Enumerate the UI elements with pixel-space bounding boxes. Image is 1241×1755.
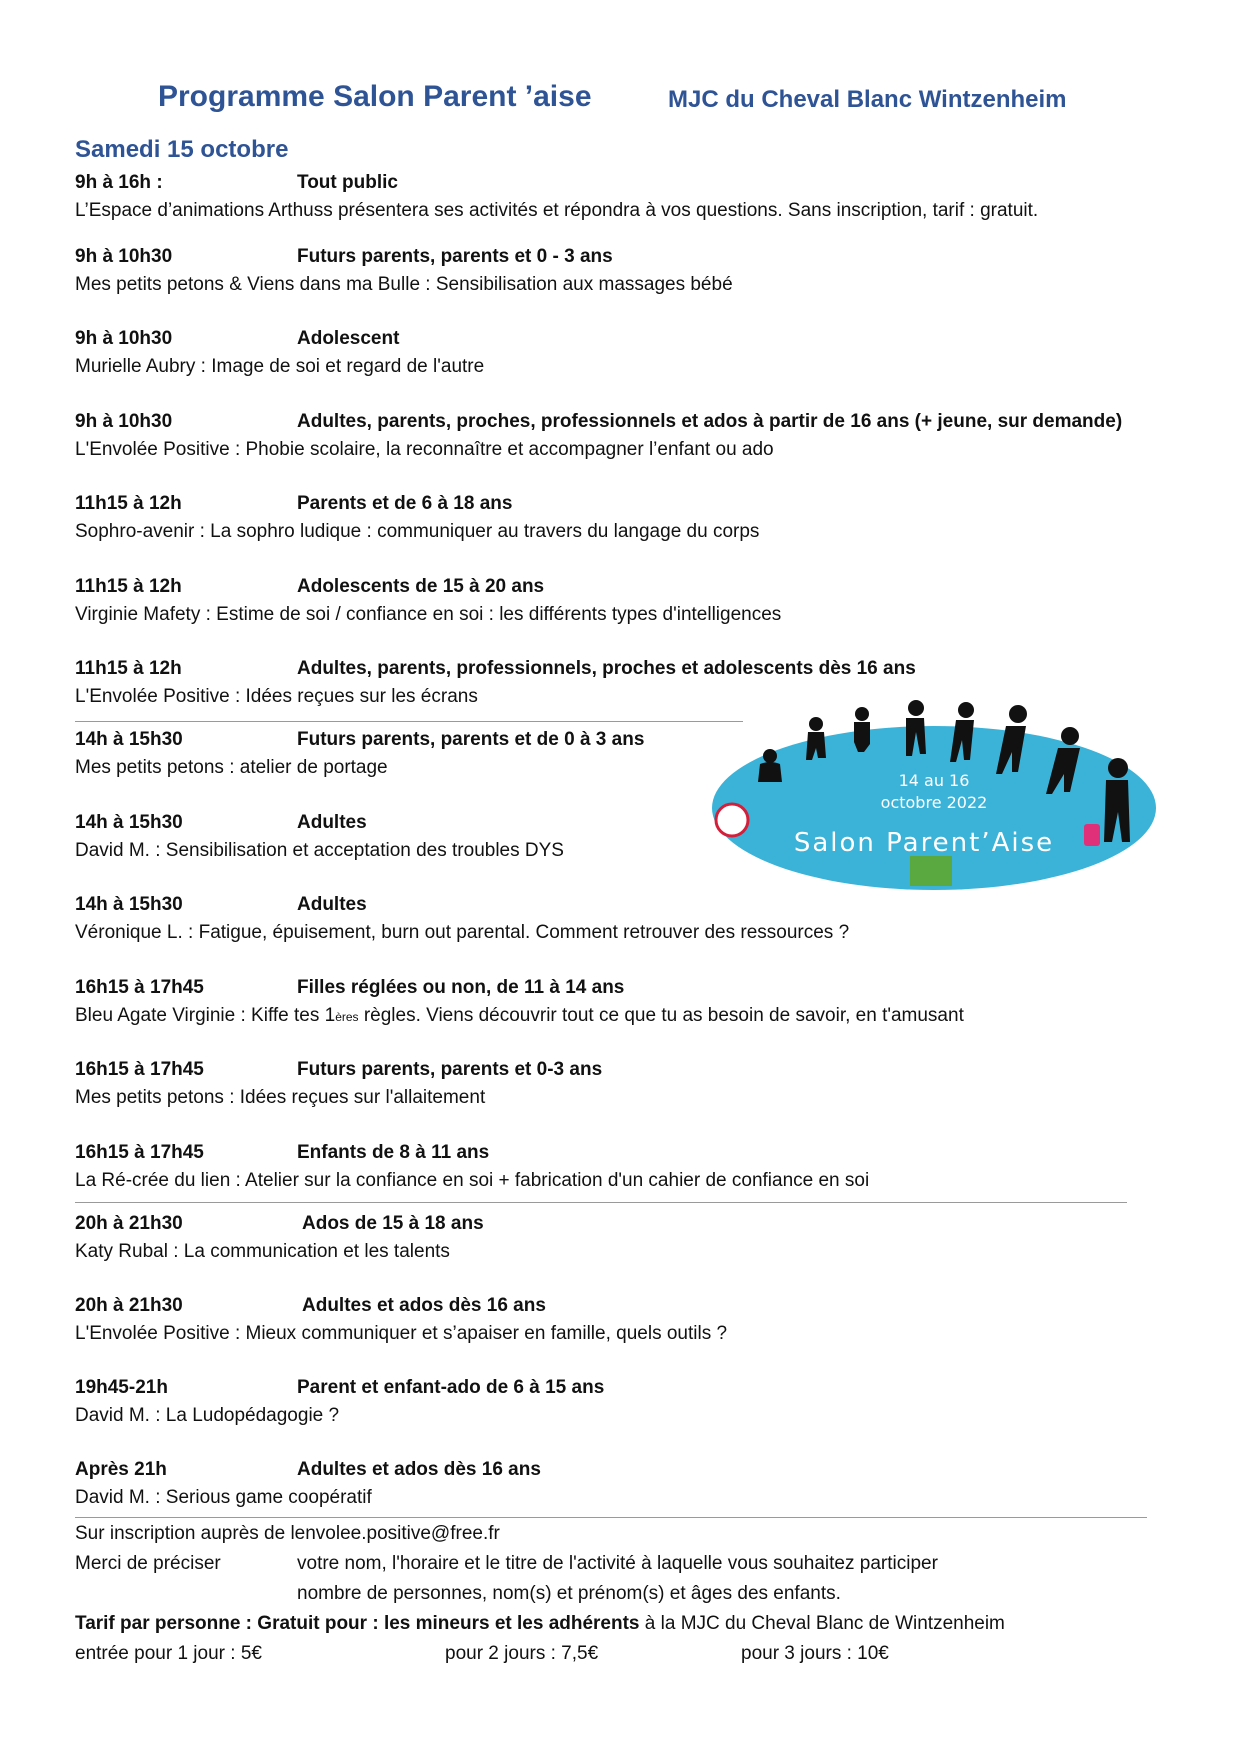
entry-audience: Filles réglées ou non, de 11 à 14 ans xyxy=(297,977,625,998)
entry-description: David M. : La Ludopédagogie ? xyxy=(75,1405,340,1426)
entry-audience: Adolescent xyxy=(297,328,400,349)
entry-description: Sophro-avenir : La sophro ludique : communiquer au travers du langage du corps xyxy=(75,521,760,542)
schedule-entry xyxy=(75,1459,1195,1515)
merci-details: nombre de personnes, nom(s) et prénom(s) et âges des enfants. xyxy=(297,1583,841,1604)
entry-audience: Adultes xyxy=(297,812,367,833)
entry-audience: Adolescents de 15 à 20 ans xyxy=(297,576,545,597)
entry-audience: Tout public xyxy=(297,172,398,193)
schedule-entry xyxy=(75,977,1195,1033)
schedule-entry xyxy=(75,411,1195,467)
price-3-days: pour 3 jours : 10€ xyxy=(741,1643,889,1664)
entry-audience: Adultes et ados dès 16 ans xyxy=(302,1295,546,1316)
entry-audience: Ados de 15 à 18 ans xyxy=(302,1213,484,1234)
poster-date xyxy=(874,770,994,814)
entry-time: 14h à 15h30 xyxy=(75,812,183,833)
venue-title: MJC du Cheval Blanc Wintzenheim xyxy=(668,86,1067,113)
schedule-entry xyxy=(75,894,1195,950)
entry-description-text: Bleu Agate Virginie : Kiffe tes 1 xyxy=(75,1005,336,1026)
divider xyxy=(75,1517,1147,1518)
entry-description: Mes petits petons : atelier de portage xyxy=(75,757,388,778)
entry-audience: Futurs parents, parents et 0-3 ans xyxy=(297,1059,603,1080)
tarif-line xyxy=(75,1613,1005,1635)
schedule-entry xyxy=(75,1295,1195,1351)
tarif-rest: à la MJC du Cheval Blanc de Wintzenheim xyxy=(639,1613,1005,1634)
entry-time: 11h15 à 12h xyxy=(75,493,182,514)
entry-time: 16h15 à 17h45 xyxy=(75,1059,204,1080)
entry-description: L'Envolée Positive : Mieux communiquer et s’apaiser en famille, quels outils ? xyxy=(75,1323,728,1344)
entry-description: Mes petits petons : Idées reçues sur l'allaitement xyxy=(75,1087,486,1108)
entry-time: 11h15 à 12h xyxy=(75,576,182,597)
entry-audience: Adultes, parents, professionnels, proches et adolescents dès 16 ans xyxy=(297,658,916,679)
entry-description-text: règles. Viens découvrir tout ce que tu as besoin de savoir, en t'amusant xyxy=(358,1005,964,1026)
entry-time: 9h à 10h30 xyxy=(75,411,173,432)
entry-audience: Adultes, parents, proches, professionnels et ados à partir de 16 ans (+ jeune, sur demande) xyxy=(297,411,1123,432)
schedule-entry xyxy=(75,172,1195,228)
entry-time: Après 21h xyxy=(75,1459,167,1480)
inscription-note: Sur inscription auprès de lenvolee.positive@free.fr xyxy=(75,1523,500,1544)
entry-time: 11h15 à 12h xyxy=(75,658,182,679)
entry-time: 16h15 à 17h45 xyxy=(75,1142,204,1163)
entry-audience: Adultes et ados dès 16 ans xyxy=(297,1459,541,1480)
entry-description: L'Envolée Positive : Phobie scolaire, la reconnaître et accompagner l’enfant ou ado xyxy=(75,439,774,460)
merci-label: Merci de préciser xyxy=(75,1553,221,1574)
entry-description: David M. : Serious game coopératif xyxy=(75,1487,372,1508)
schedule-entry xyxy=(75,246,1195,302)
schedule-entry xyxy=(75,1142,1195,1198)
schedule-entry xyxy=(75,1213,1195,1269)
entry-audience: Futurs parents, parents et de 0 à 3 ans xyxy=(297,729,645,750)
entry-time: 9h à 10h30 xyxy=(75,246,173,267)
schedule-entry xyxy=(75,328,1195,384)
entry-time: 19h45-21h xyxy=(75,1377,168,1398)
entry-description: Mes petits petons & Viens dans ma Bulle : Sensibilisation aux massages bébé xyxy=(75,274,733,295)
price-2-days: pour 2 jours : 7,5€ xyxy=(445,1643,599,1664)
cheval-blanc-logo xyxy=(910,856,952,886)
entry-time: 20h à 21h30 xyxy=(75,1295,183,1316)
event-poster-image xyxy=(704,688,1168,894)
entry-audience: Adultes xyxy=(297,894,367,915)
entry-time: 9h à 16h : xyxy=(75,172,163,193)
entry-description: Katy Rubal : La communication et les talents xyxy=(75,1241,450,1262)
entry-description: Murielle Aubry : Image de soi et regard de l'autre xyxy=(75,356,485,377)
entry-time: 14h à 15h30 xyxy=(75,894,183,915)
entry-description: L’Espace d’animations Arthuss présentera ses activités et répondra à vos questions. Sans inscription, tarif : gratuit. xyxy=(75,200,1039,221)
entry-description: Véronique L. : Fatigue, épuisement, burn out parental. Comment retrouver des ressources ? xyxy=(75,922,850,943)
merci-details: votre nom, l'horaire et le titre de l'activité à laquelle vous souhaitez participer xyxy=(297,1553,938,1574)
entry-description: L'Envolée Positive : Idées reçues sur les écrans xyxy=(75,686,478,707)
schedule-entry xyxy=(75,576,1195,632)
day-heading: Samedi 15 octobre xyxy=(75,136,289,163)
entry-audience: Futurs parents, parents et 0 - 3 ans xyxy=(297,246,613,267)
divider xyxy=(75,1202,1127,1203)
entry-time: 16h15 à 17h45 xyxy=(75,977,204,998)
tarif-bold: Tarif par personne : Gratuit pour : les mineurs et les adhérents xyxy=(75,1613,640,1634)
entry-description: Virginie Mafety : Estime de soi / confiance en soi : les différents types d'intelligences xyxy=(75,604,782,625)
poster-date-line: 14 au 16 xyxy=(898,771,970,790)
schedule-entry xyxy=(75,493,1195,549)
entry-description: La Ré-crée du lien : Atelier sur la confiance en soi + fabrication d'un cahier de confiance en soi xyxy=(75,1170,870,1191)
entry-time: 20h à 21h30 xyxy=(75,1213,183,1234)
entry-time: 9h à 10h30 xyxy=(75,328,173,349)
poster-event-name: Salon Parent’Aise xyxy=(793,828,1055,858)
divider xyxy=(75,721,743,722)
entry-time: 14h à 15h30 xyxy=(75,729,183,750)
schedule-entry xyxy=(75,1059,1195,1115)
entry-audience: Enfants de 8 à 11 ans xyxy=(297,1142,490,1163)
entry-audience: Parents et de 6 à 18 ans xyxy=(297,493,513,514)
ordinal-superscript: ères xyxy=(335,1010,359,1024)
schedule-entry xyxy=(75,1377,1195,1433)
entry-description: David M. : Sensibilisation et acceptation des troubles DYS xyxy=(75,840,564,861)
price-1-day: entrée pour 1 jour : 5€ xyxy=(75,1643,262,1664)
baby-icon xyxy=(716,804,748,836)
suitcase-icon xyxy=(1084,824,1100,846)
poster-date-line: octobre 2022 xyxy=(880,793,988,812)
page-title: Programme Salon Parent ’aise xyxy=(158,80,592,113)
entry-description xyxy=(75,1005,1195,1033)
entry-audience: Parent et enfant-ado de 6 à 15 ans xyxy=(297,1377,605,1398)
